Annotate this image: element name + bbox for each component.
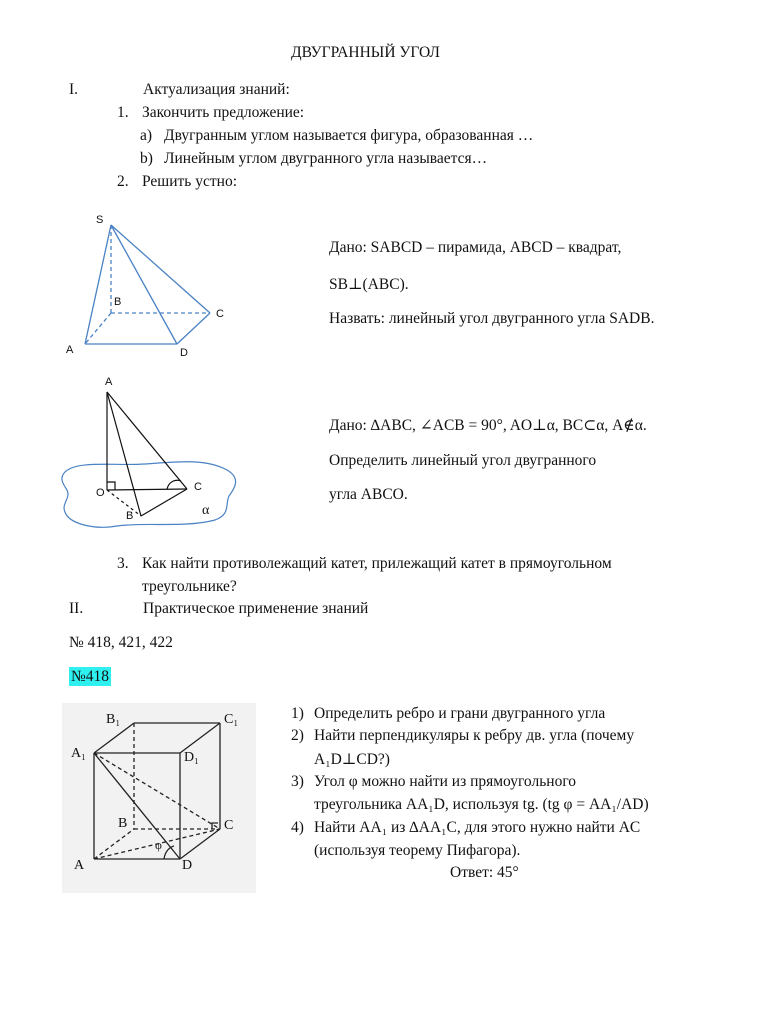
edge-sd [111,225,177,344]
edge-dc [177,313,210,344]
pyramid-label-s: S [96,214,104,226]
edge-ac [107,392,187,489]
item-1a-text: Двугранным углом называется фигура, образованная … [164,127,534,144]
plane-label-c: C [194,481,202,493]
figure-background [62,703,256,893]
item-3-text: Как найти противолежащий катет, прилежащий катет в прямоугольном [142,555,612,572]
task-1-given-perp: SB⊥(ABC). [329,276,409,293]
item-3-number: 3. [117,555,129,572]
pyramid-label-a: A [66,344,74,356]
step-4-number: 4) [291,819,304,836]
item-2-text: Решить устно: [142,173,237,190]
right-angle-o [107,482,115,490]
pyramid-label-d: D [180,347,188,359]
item-2-number: 2. [117,173,129,190]
cube-label-d: D [182,858,193,873]
step-1-number: 1) [291,705,304,722]
edge-bc [141,489,187,516]
cube-label-c1: C₁ [224,712,239,727]
edge-ab [107,392,141,516]
cube-label-a: A [74,858,85,873]
problem-numbers: № 418, 421, 422 [69,634,173,651]
plane-figure [55,380,245,530]
answer: Ответ: 45° [450,864,519,881]
item-1b-text: Линейным углом двугранного угла называется… [164,150,488,167]
step-4-text-cont: (используя теорему Пифагора). [314,842,521,859]
plane-label-a: A [105,376,113,388]
cube-label-b1: B₁ [106,712,121,727]
step-1-text: Определить ребро и грани двугранного угла [314,705,606,722]
step-3-text: Угол φ можно найти из прямоугольного [314,773,577,790]
task-1-name: Назвать: линейный угол двугранного угла SADB. [329,310,655,327]
angle-arc-c [167,480,181,489]
pyramid-label-c: C [216,308,224,320]
item-1a-letter: a) [140,127,153,144]
problem-418-highlight: №418 [71,668,110,685]
plane-label-alpha: α [202,503,210,518]
cube-label-a1: A₁ [71,746,86,761]
step-2-text-cont: A₁D⊥CD?) [314,751,390,768]
page-title: ДВУГРАННЫЙ УГОЛ [291,44,440,61]
step-2-text: Найти перпендикуляры к ребру дв. угла (почему [314,727,635,744]
item-1b-letter: b) [140,150,153,167]
task-1-given: Дано: SABCD – пирамида, ABCD – квадрат, [329,239,622,256]
step-3-text-cont: треугольника AA₁D, используя tg. (tg φ = AA₁/AD) [314,796,649,813]
step-2-number: 2) [291,727,304,744]
section-2-heading: Практическое применение знаний [143,600,369,617]
cube-label-b: B [118,816,128,831]
edge-oc [107,489,187,490]
cube-label-c: C [224,818,234,833]
plane-label-o: O [96,487,105,499]
item-1-text: Закончить предложение: [142,104,305,121]
cube-label-d1: D₁ [184,750,199,765]
edge-ob [107,490,141,516]
step-4-text: Найти AA₁ из ∆AA₁C, для этого нужно найти AC [314,819,641,836]
task-2-given: Дано: ∆ABC, ∠ACB = 90°, AO⊥α, BC⊂α, A∉α. [329,417,647,434]
cube-figure [62,703,256,893]
edge-sc [111,225,210,313]
cube-label-phi: φ [155,838,162,852]
plane-alpha [62,462,236,528]
pyramid-label-b: B [114,296,122,308]
item-3-text-cont: треугольнике? [142,578,237,595]
plane-label-b: B [126,510,134,522]
pyramid-figure [60,210,240,360]
item-1-number: 1. [117,104,129,121]
section-2-numeral: II. [69,600,84,617]
task-2-determine-cont: угла ABCO. [329,486,408,503]
step-3-number: 3) [291,773,304,790]
task-2-determine: Определить линейный угол двугранного [329,452,597,469]
edge-sa [85,225,111,344]
section-1-numeral: I. [69,81,79,98]
section-1-heading: Актуализация знаний: [143,81,290,98]
